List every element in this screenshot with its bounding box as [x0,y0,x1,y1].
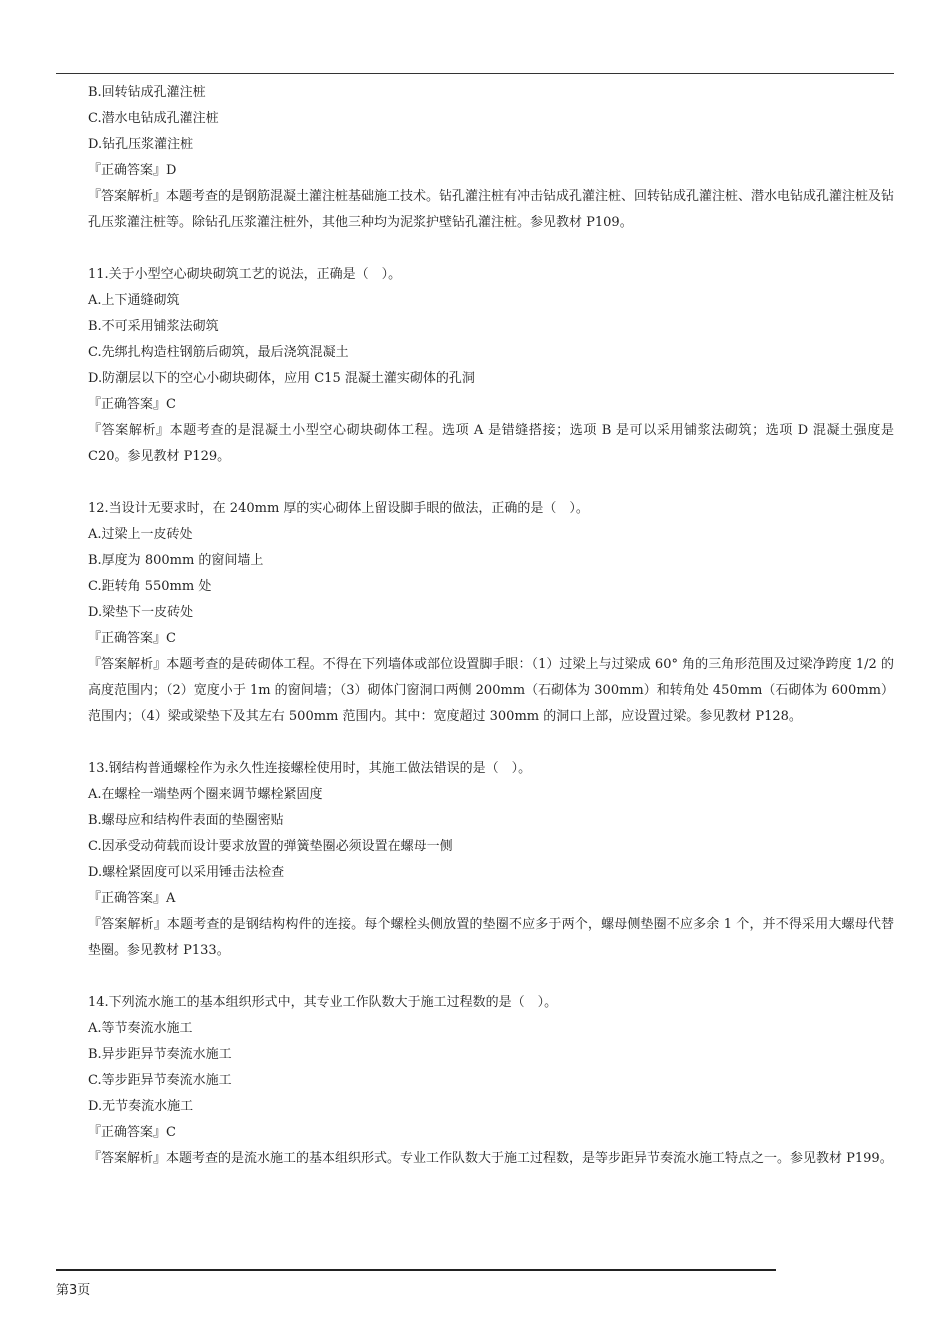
option-a: A.在螺栓一端垫两个圈来调节螺栓紧固度 [88,787,323,802]
question-text: 12.当设计无要求时，在 240mm 厚的实心砌体上留设脚手眼的做法，正确的是（ ）。 [88,501,589,516]
question-text: 11.关于小型空心砌块砌筑工艺的说法，正确是（ ）。 [88,267,402,282]
option-b: B.回转钻成孔灌注桩 [88,85,206,100]
spacer [88,964,894,990]
option-b: B.螺母应和结构件表面的垫圈密贴 [88,813,284,828]
question-14 [88,990,894,1172]
answer-analysis: 『答案解析』本题考查的是流水施工的基本组织形式。专业工作队数大于施工过程数，是等步距异节奏流水施工特点之一。参见教材 P199。 [88,1151,893,1166]
header-rule [56,73,894,74]
option-a: A.过梁上一皮砖处 [88,527,193,542]
answer-analysis: 『答案解析』本题考查的是钢结构构件的连接。每个螺栓头侧放置的垫圈不应多于两个，螺母侧垫圈不应多余 1 个，并不得采用大螺母代替垫圈。参见教材 P133。 [88,917,894,958]
option-a: A.上下通缝砌筑 [88,293,180,308]
option-d: D.螺栓紧固度可以采用锤击法检查 [88,865,285,880]
answer-analysis: 『答案解析』本题考查的是钢筋混凝土灌注桩基础施工技术。钻孔灌注桩有冲击钻成孔灌注桩、回转钻成孔灌注桩、潜水电钻成孔灌注桩及钻孔压浆灌注桩等。除钻孔压浆灌注桩外，其他三种均为泥浆护壁钻孔灌注桩。参见教材 P109。 [88,189,895,230]
correct-answer: 『正确答案』D [88,163,177,178]
option-b: B.异步距异节奏流水施工 [88,1047,232,1062]
correct-answer: 『正确答案』C [88,397,176,412]
question-text: 13.钢结构普通螺栓作为永久性连接螺栓使用时，其施工做法错误的是（ ）。 [88,761,532,776]
option-c: C.距转角 550mm 处 [88,579,212,594]
page-number: 第3页 [56,1283,91,1298]
question-12 [88,496,894,730]
spacer [88,730,894,756]
question-13 [88,756,894,964]
footer-rule [56,1269,776,1271]
option-c: C.等步距异节奏流水施工 [88,1073,232,1088]
correct-answer: 『正确答案』A [88,891,176,906]
option-d: D.无节奏流水施工 [88,1099,194,1114]
option-b: B.不可采用铺浆法砌筑 [88,319,219,334]
answer-analysis: 『答案解析』本题考查的是砖砌体工程。不得在下列墙体或部位设置脚手眼：（1）过梁上与过梁成 60° 角的三角形范围及过梁净跨度 1/2 的高度范围内；（2）宽度小于 1m 的窗间墙；（3）砌体门窗洞口两侧 200mm（石砌体为 300mm）和转角处 450mm（石砌体为 600mm）范围内；（4）梁或梁垫下及其左右 500mm 范围内。其中：宽度超过 300mm 的洞口上部，应设置过梁。参见教材 P128。 [88,657,894,724]
answer-analysis: 『答案解析』本题考查的是混凝土小型空心砌块砌体工程。选项 A 是错缝搭接；选项 B 是可以采用铺浆法砌筑；选项 D 混凝土强度是 C20。参见教材 P129。 [88,423,894,464]
question-11 [88,262,894,470]
spacer [88,470,894,496]
document-body [88,80,894,1172]
question-text: 14.下列流水施工的基本组织形式中，其专业工作队数大于施工过程数的是（ ）。 [88,995,558,1010]
option-c: C.先绑扎构造柱钢筋后砌筑，最后浇筑混凝土 [88,345,349,360]
option-c: C.因承受动荷载而设计要求放置的弹簧垫圈必须设置在螺母一侧 [88,839,453,854]
question-10 [88,80,894,236]
spacer [88,236,894,262]
option-d: D.防潮层以下的空心小砌块砌体，应用 C15 混凝土灌实砌体的孔洞 [88,371,475,386]
option-d: D.钻孔压浆灌注桩 [88,137,194,152]
option-b: B.厚度为 800mm 的窗间墙上 [88,553,264,568]
option-a: A.等节奏流水施工 [88,1021,193,1036]
option-c: C.潜水电钻成孔灌注桩 [88,111,219,126]
option-d: D.梁垫下一皮砖处 [88,605,194,620]
correct-answer: 『正确答案』C [88,1125,176,1140]
correct-answer: 『正确答案』C [88,631,176,646]
